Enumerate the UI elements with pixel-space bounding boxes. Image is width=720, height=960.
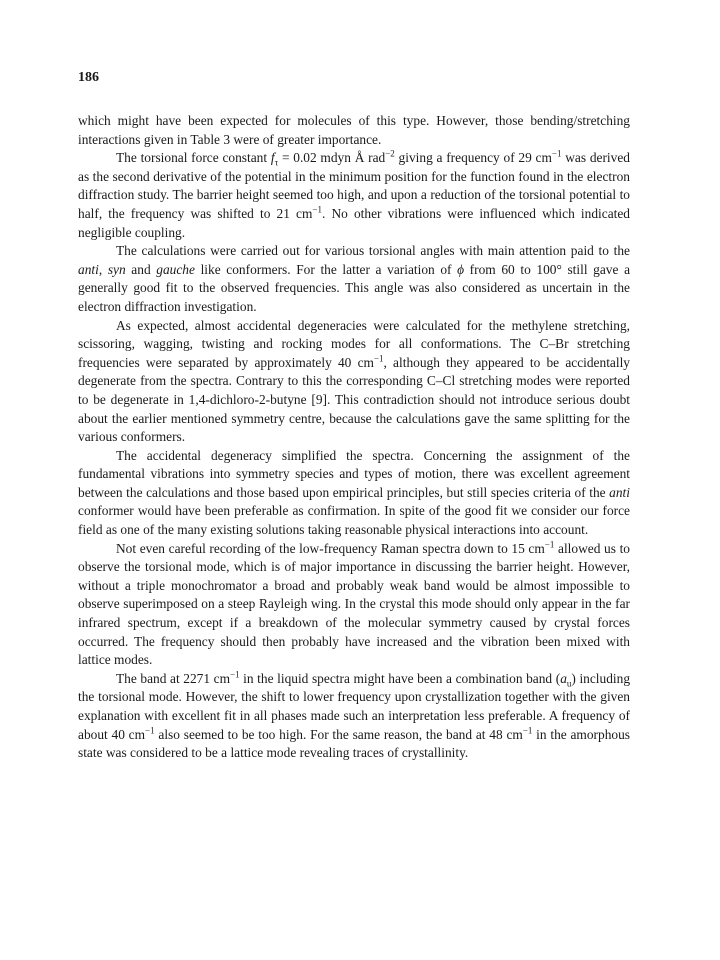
paragraph-3: The calculations were carried out for various torsional angles with main attention paid to the anti, syn and gauche like conformers. For the latter a variation of ϕ from 60 to 100° still gave a generally good fit to the observed frequencies. This angle was also considered as uncertain in the electron diffraction investigation. bbox=[78, 243, 631, 314]
body-text bbox=[78, 112, 630, 763]
paragraph-4: As expected, almost accidental degeneracies were calculated for the methylene stretching, scissoring, wagging, twisting and rocking modes for all conformations. The C–Br stretching frequencies were separated by approximately 40 $cm^{-1}$, although they appeared to be accidentally degenerate from the spectra. Contrary to this the corresponding C–Cl stretching modes were reported to be degenerate in 1,4-dichloro-2-butyne [9]. This contradiction should not introduce serious doubt about the earlier mentioned symmetry centre, because the calculations gave the same splitting for the various conformers. bbox=[78, 317, 630, 445]
paragraph-2: The torsional force constant $f_\tau = 0.02$ mdyn Å rad$^{-2}$ giving a frequency of 29 $cm^{-1}$ was derived as the second derivative of the potential in the minimum position for the function found in the electron diffraction study. The barrier height seemed too high, and upon a reduction of the torsional potential to half, the frequency was shifted to 21 $cm^{-1}$. No other vibrations were influenced which indicated negligible coupling. bbox=[78, 148, 630, 240]
force-constant-symbol: f bbox=[270, 150, 275, 166]
phi-symbol: ϕ bbox=[457, 261, 465, 277]
paragraph-6: Not even careful recording of the low-frequency Raman spectra down to 15 $cm^{-1}$ allowed us to observe the torsional mode, which is of major importance in discussing the barrier height. However, without a triple monochromator a broad and probably weak band would be almost impossible to observe superimposed on a steep Rayleigh wing. In the crystal this mode should only appear in the far infrared spectrum, except if a breakdown of the molecular symmetry caused by crystal forces occurred. The frequency should then probably have increased and the vibration been mixed with lattice modes. bbox=[78, 539, 630, 668]
paragraph-1: which might have been expected for molecules of this type. However, those bending/stretching interactions given in Table 3 were of greater importance. bbox=[78, 113, 630, 147]
paragraph-7: The band at 2271 $cm^{-1}$ in the liquid spectra might have been a combination band $(a_u)$ including the torsional mode. However, the shift to lower frequency upon crystallization together with the given explanation with excellent fit in all phases made such an interpretation less preferable. A frequency of about 40 $cm^{-1}$ also seemed to be too high. For the same reason, the band at 48 $cm^{-1}$ in the amorphous state was considered to be a lattice mode revealing traces of crystallinity. bbox=[78, 669, 631, 761]
page-number: 186 bbox=[78, 70, 99, 85]
paragraph-5: The accidental degeneracy simplified the spectra. Concerning the assignment of the fundamental vibrations into symmetry species and types of motion, there was excellent agreement between the calculations and those based upon empirical principles, but still species criteria of the anti conformer would have been preferable as confirmation. In spite of the good fit we consider our force field as one of the many existing solutions taking reasonable physical interactions into account. bbox=[78, 447, 630, 538]
